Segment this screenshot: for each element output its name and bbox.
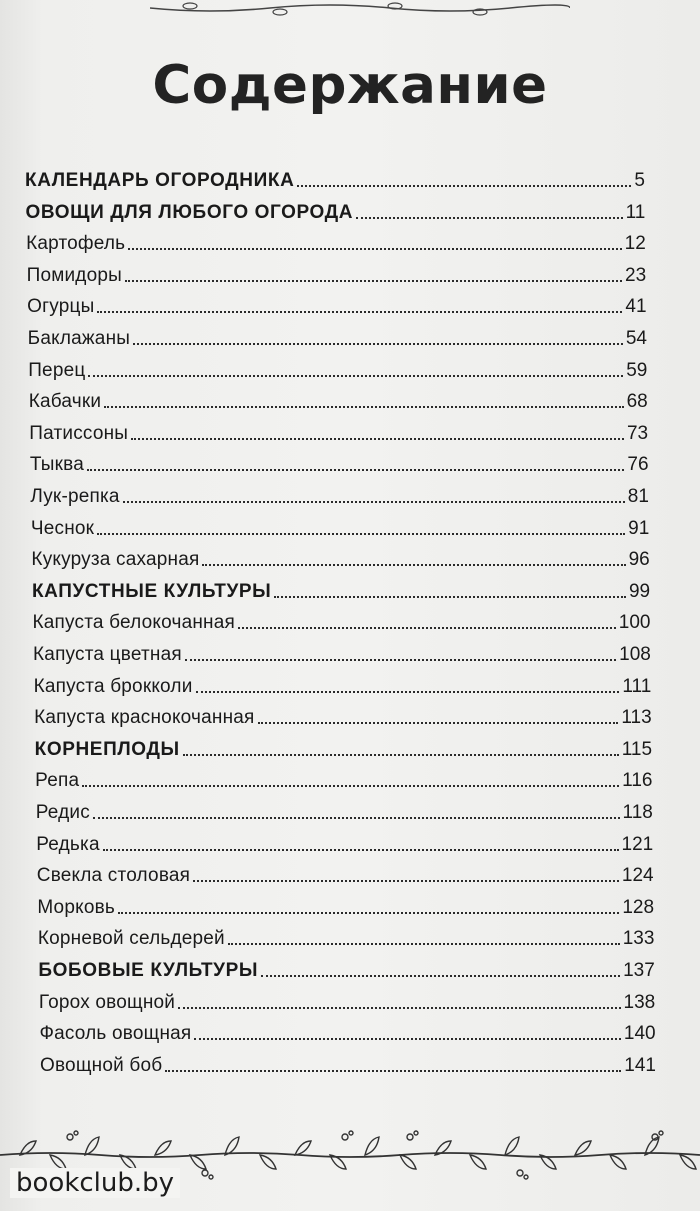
toc-page-number: 133 xyxy=(622,928,655,950)
dot-leader xyxy=(228,943,620,945)
toc-page-number: 121 xyxy=(621,833,654,855)
toc-entry-title: Лук-репка xyxy=(30,486,120,507)
toc-page-number: 115 xyxy=(621,738,653,760)
toc-entry-title: Капуста цветная xyxy=(33,644,182,665)
toc-entry-title: Кабачки xyxy=(28,391,102,413)
dot-leader xyxy=(356,217,623,219)
dot-leader xyxy=(97,311,622,313)
dot-leader xyxy=(128,248,621,250)
toc-page-number: 108 xyxy=(619,644,651,665)
toc-entry-title: Кукуруза сахарная xyxy=(31,549,200,571)
dot-leader xyxy=(125,280,622,282)
toc-page-number: 140 xyxy=(623,1023,656,1045)
toc-page-number: 91 xyxy=(628,517,650,539)
dot-leader xyxy=(165,1070,621,1072)
toc-page-number: 68 xyxy=(626,391,648,413)
toc-page-number: 137 xyxy=(623,960,655,981)
toc-entry-title: Капуста краснокочанная xyxy=(34,707,255,729)
dot-leader xyxy=(87,469,624,471)
toc-row xyxy=(36,792,653,824)
toc-entry-title: Тыква xyxy=(29,454,84,476)
toc-page-number: 54 xyxy=(625,328,647,349)
toc-entry-title: Капуста брокколи xyxy=(33,675,193,697)
toc-page-number: 111 xyxy=(622,675,652,697)
toc-entry-title: Картофель xyxy=(26,233,126,255)
toc-entry-title: Баклажаны xyxy=(27,328,131,349)
dot-leader xyxy=(258,722,619,724)
toc-row xyxy=(33,602,651,634)
toc-entry-title: Овощной боб xyxy=(40,1054,163,1076)
toc-row xyxy=(27,286,646,318)
toc-section-title: ОВОЩИ ДЛЯ ЛЮБОГО ОГОРОДА xyxy=(25,201,354,223)
toc-row xyxy=(31,508,649,540)
toc-row xyxy=(36,824,653,856)
dot-leader xyxy=(93,817,620,819)
dot-leader xyxy=(82,785,619,787)
dot-leader xyxy=(103,849,619,851)
toc-row xyxy=(39,982,655,1014)
toc-page-number: 12 xyxy=(624,233,646,255)
dot-leader xyxy=(238,627,616,629)
toc-section-row xyxy=(26,192,646,224)
dot-leader xyxy=(97,533,625,535)
toc-page-number: 5 xyxy=(634,170,645,191)
toc-entry-title: Фасоль овощная xyxy=(39,1023,192,1045)
toc-section-title: КАПУСТНЫЕ КУЛЬТУРЫ xyxy=(31,580,272,602)
toc-page-number: 76 xyxy=(627,454,649,476)
leaf-vine-top-icon xyxy=(150,0,570,22)
dot-leader xyxy=(193,880,619,882)
toc-row xyxy=(34,697,652,729)
dot-leader xyxy=(261,975,620,977)
toc-row xyxy=(39,1013,655,1045)
dot-leader xyxy=(118,912,619,914)
toc-page-number: 141 xyxy=(624,1054,656,1076)
dot-leader xyxy=(183,754,619,756)
toc-entry-title: Редька xyxy=(36,833,100,855)
dot-leader xyxy=(202,564,625,566)
toc-row xyxy=(33,634,651,666)
dot-leader xyxy=(194,1038,621,1040)
toc-page-number: 118 xyxy=(622,802,653,823)
dot-leader xyxy=(88,375,623,377)
toc-entry-title: Чеснок xyxy=(30,517,95,539)
dot-leader xyxy=(104,406,623,408)
toc-section-title: БОБОВЫЕ КУЛЬТУРЫ xyxy=(38,960,259,981)
toc-page-number: 128 xyxy=(622,896,655,918)
toc-section-row xyxy=(32,571,650,603)
toc-page-number: 96 xyxy=(628,549,650,571)
toc-section-row xyxy=(35,729,652,761)
toc-section-row xyxy=(38,950,654,982)
toc-row xyxy=(27,255,647,287)
toc-page-number: 138 xyxy=(623,991,656,1013)
toc-entry-title: Редис xyxy=(35,802,90,823)
toc-row xyxy=(37,855,654,887)
toc-entry-title: Капуста белокочанная xyxy=(32,612,235,634)
toc-page-number: 116 xyxy=(622,770,653,792)
toc-row xyxy=(34,666,652,698)
dot-leader xyxy=(274,596,626,598)
toc-section-row xyxy=(25,160,645,192)
page-title: Содержание xyxy=(152,55,548,116)
toc-page-number: 41 xyxy=(625,296,647,318)
toc-row xyxy=(31,539,649,571)
toc-row xyxy=(29,381,648,413)
toc-entry-title: Огурцы xyxy=(27,296,95,318)
toc-page-number: 73 xyxy=(626,422,649,444)
toc-row xyxy=(35,760,652,792)
toc-page-number: 124 xyxy=(621,865,654,887)
toc-page-number: 23 xyxy=(625,264,647,286)
toc-row xyxy=(26,223,646,255)
dot-leader xyxy=(185,659,616,661)
toc-page-number: 99 xyxy=(628,580,651,602)
dot-leader xyxy=(133,343,623,345)
toc-row xyxy=(28,318,647,350)
toc-entry-title: Горох овощной xyxy=(38,991,176,1013)
dot-leader xyxy=(178,1007,620,1009)
toc-page-number: 100 xyxy=(618,612,651,634)
dot-leader xyxy=(297,185,631,187)
toc-section-title: КОРНЕПЛОДЫ xyxy=(34,738,180,760)
toc-page-number: 113 xyxy=(621,707,652,729)
toc-row xyxy=(30,444,649,476)
toc-entry-title: Патиссоны xyxy=(29,422,129,444)
toc-section-title: КАЛЕНДАРЬ ОГОРОДНИКА xyxy=(25,170,295,191)
dot-leader xyxy=(131,438,624,440)
toc-row xyxy=(38,918,655,950)
toc-page-number: 59 xyxy=(626,359,648,381)
dot-leader xyxy=(123,501,625,503)
toc-page-number: 81 xyxy=(627,486,649,507)
toc-entry-title: Перец xyxy=(28,359,86,381)
dot-leader xyxy=(196,691,620,693)
toc-entry-title: Репа xyxy=(35,770,80,792)
toc-entry-title: Корневой сельдерей xyxy=(37,928,225,950)
toc-entry-title: Помидоры xyxy=(26,264,122,286)
toc-row xyxy=(37,887,654,919)
toc-row xyxy=(30,476,649,508)
toc-row xyxy=(29,413,648,445)
toc-entry-title: Морковь xyxy=(37,896,115,918)
toc-entry-title: Свекла столовая xyxy=(36,865,191,887)
toc-row xyxy=(40,1045,656,1077)
site-watermark: bookclub.by xyxy=(10,1168,180,1198)
toc-page-number: 11 xyxy=(625,201,646,223)
toc-row xyxy=(28,350,647,382)
